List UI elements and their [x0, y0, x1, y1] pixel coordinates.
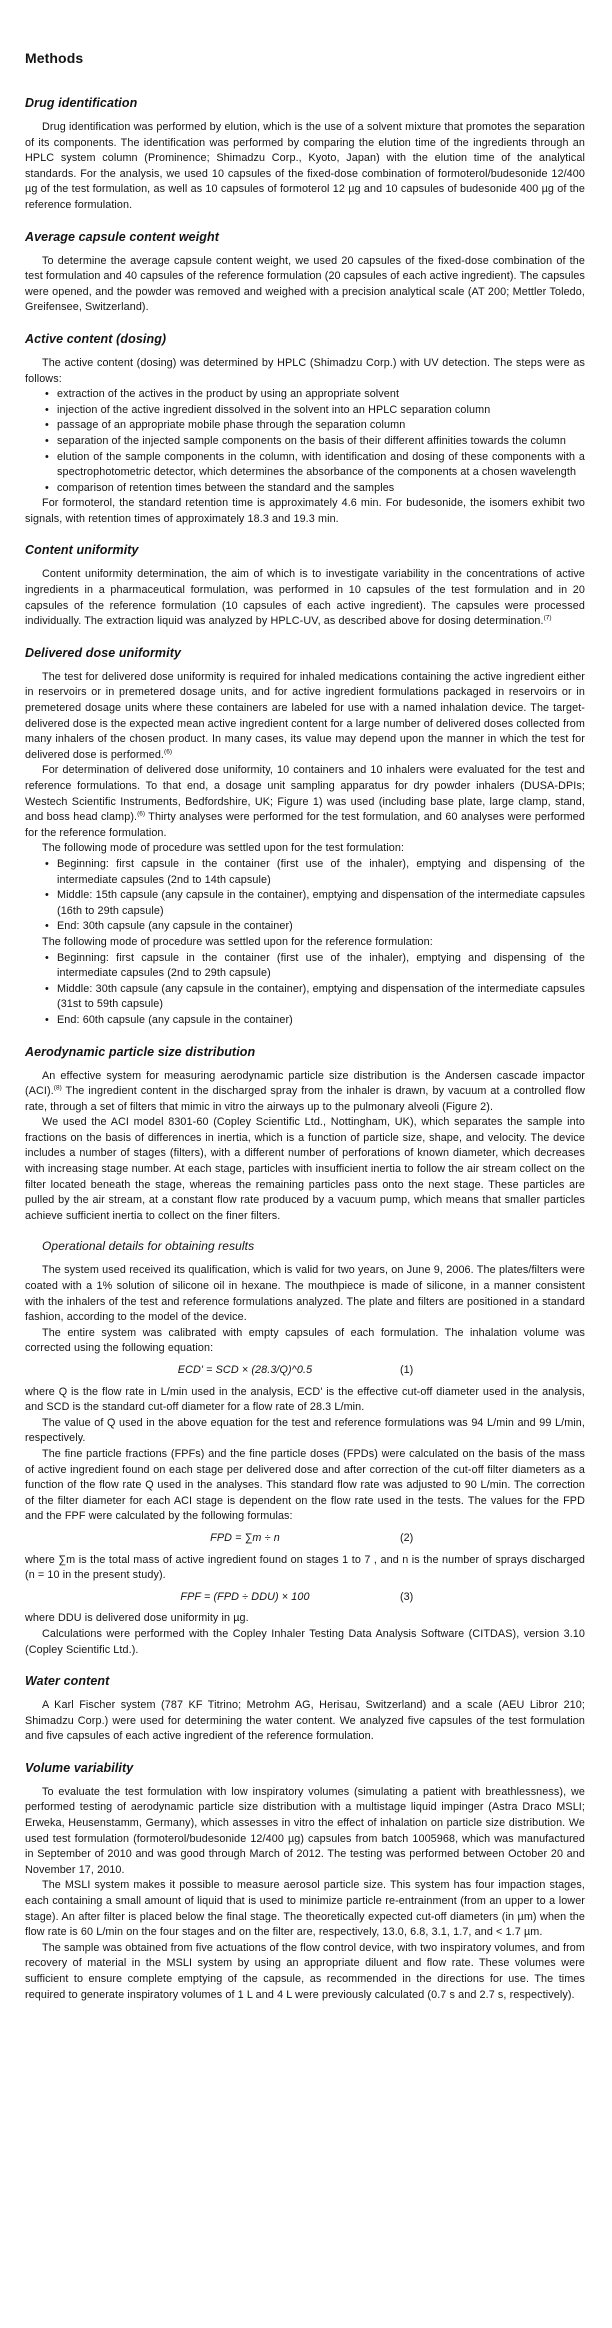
- bullet-icon: •: [45, 920, 49, 933]
- paragraph: where ∑m is the total mass of active ingredient found on stages 1 to 7 , and n is the number of sprays discharged (n = 10 in the present study).: [25, 1553, 585, 1582]
- list-item-text: extraction of the actives in the product by using an appropriate solvent: [57, 388, 400, 401]
- equation-number: (2): [400, 1531, 414, 1544]
- document-section: [25, 1045, 585, 1659]
- equation: [25, 1531, 465, 1547]
- subsection-heading: Operational details for obtaining results: [42, 1239, 255, 1254]
- list-item: [47, 919, 585, 935]
- bullet-icon: •: [45, 388, 49, 401]
- list-item: [47, 857, 585, 888]
- list-item-text: Beginning: first capsule in the container (first use of the inhaler), emptying and dispensing of the intermediate capsules (2nd to 14th capsule): [57, 857, 585, 886]
- list-item-text: Middle: 30th capsule (any capsule in the container), emptying and dispensation of the intermediate capsules (31st to 59th capsule): [57, 982, 585, 1011]
- paragraph: For determination of delivered dose uniformity, 10 containers and 10 inhalers were evaluated for the test and reference formulations. To that end, a dosage unit sampling apparatus for dry powder inhalers (DUSA-DPIs; Westech Scientific Instruments, Bedfordshire, UK; Figure 1) was used (including base plate, large clamp, stand, and boss head clamp).$^{(6)}$ Thirty analyses were performed for the test formulation, and 60 analyses were performed for the reference formulation.: [25, 764, 585, 839]
- list-item-text: End: 30th capsule (any capsule in the container): [57, 920, 293, 933]
- document-section: [25, 1761, 585, 2003]
- paragraph: We used the ACI model 8301-60 (Copley Scientific Ltd., Nottingham, UK), which separates the sample into fractions on the basis of differences in inertia, which is a function of particle size, shape, and velocity. The device includes a number of stages (filters), with a different number of perforations of known diameter, which decreases with increasing stage number. At each stage, particles with insufficient inertia to follow the air stream collect on the filter located beneath the stage, whereas the remaining particles pass onto the next stage. These particles are pulled by the air stream, at a constant flow rate produced by a vacuum pump, which means that smaller particles achieve sufficient inertia to collect on the finer filters.: [25, 1116, 585, 1222]
- list-item: [47, 387, 585, 403]
- list-item-text: elution of the sample components in the column, with identification and dosing of these components with a spectrophotometric detector, which determines the absorbance of the components at a chosen wavelength: [57, 450, 585, 479]
- section-heading: Active content (dosing): [25, 331, 167, 346]
- section-heading: Content uniformity: [25, 543, 139, 558]
- list-item-text: End: 60th capsule (any capsule in the container): [57, 1013, 293, 1026]
- document-section: [25, 332, 585, 528]
- equation-formula: FPF = (FPD ÷ DDU) × 100: [180, 1590, 310, 1603]
- bullet-list: [25, 857, 585, 935]
- equation: [25, 1363, 465, 1379]
- bullet-icon: •: [45, 1013, 49, 1026]
- reference-superscript: (8): [53, 1084, 62, 1092]
- paragraph: The following mode of procedure was settled upon for the reference formulation:: [42, 935, 433, 948]
- section-heading: Drug identification: [25, 96, 138, 110]
- bullet-icon: •: [45, 889, 49, 902]
- bullet-icon: •: [45, 403, 49, 416]
- list-item: [47, 1013, 585, 1029]
- section-heading: Average capsule content weight: [25, 229, 220, 244]
- reference-superscript: (6): [164, 748, 172, 756]
- paragraph: The test for delivered dose uniformity is required for inhaled medications containing the active ingredient either in reservoirs or in premetered dosage units, and for active ingredient formulations packaged in reservoirs or in premetered dosage units where these containers are labeled for use with a named inhalation device. The target-delivered dose is the expected mean active ingredient content for a large number of delivered doses collected from many inhalers of the chosen product. In many cases, its value may depend upon the manner in which the test for delivered dose is performed.$^{(6)}$: [25, 670, 585, 761]
- equation-formula: FPD = ∑m ÷ n: [210, 1531, 280, 1544]
- list-item: [47, 481, 585, 497]
- bullet-list: [25, 387, 585, 496]
- paragraph: The following mode of procedure was settled upon for the test formulation:: [42, 842, 405, 855]
- list-item: [47, 450, 585, 481]
- paragraph: The entire system was calibrated with empty capsules of each formulation. The inhalation volume was corrected using the following equation:: [25, 1326, 585, 1355]
- equation-formula: ECD' = SCD × (28.3/Q)^0.5: [177, 1364, 313, 1376]
- paragraph: The sample was obtained from five actuations of the flow control device, with two inspiratory volumes, and from recovery of material in the MSLI system by using an appropriate diluent and flow rate. These volumes were sufficient to ensure complete emptying of the capsule, as recommended in the directions for use. The times required to generate inspiratory volumes of 1 L and 4 L were previously calculated (0.7 s and 2.7 s, respectively).: [25, 1941, 585, 2001]
- list-item-text: Middle: 15th capsule (any capsule in the container), emptying and dispensation of the intermediate capsules (16th to 29th capsule): [57, 889, 585, 917]
- list-item-text: passage of an appropriate mobile phase through the separation column: [57, 419, 406, 432]
- list-item: [47, 951, 585, 982]
- document-section: [25, 96, 585, 214]
- paragraph: An effective system for measuring aerodynamic particle size distribution is the Andersen cascade impactor (ACI).$^{(8)}$ The ingredient content in the discharged spray from the inhaler is drawn, by vacuum at a controlled flow rate, through a set of filters that mimic in vitro the airways up to the pulmonary alveoli (Figure 2).: [25, 1069, 585, 1113]
- document-section: [25, 1674, 585, 1745]
- paragraph: where Q is the flow rate in L/min used in the analysis, ECD' is the effective cut-off diameter used in the analysis, and SCD is the standard cut-off diameter for a flow rate of 28.3 L/min.: [25, 1385, 585, 1414]
- paragraph: The MSLI system makes it possible to measure aerosol particle size. This system has four impaction stages, each containing a small amount of liquid that is used to minimize particle re-entrainment (from an upper to a lower stage). An after filter is placed below the final stage. The theoretically expected cut-off diameters (in µm) when the flow rate is 60 L/min on the four stages and on the filter are, respectively, 13.0, 6.8, 3.1, 1.7, and < 1.7 µm.: [25, 1879, 585, 1939]
- bullet-icon: •: [45, 450, 49, 463]
- paragraph: Content uniformity determination, the aim of which is to investigate variability in the concentrations of active ingredients in a pharmaceutical formulation, was performed in 10 capsules of the test formulation and in 20 capsules of the reference formulation (10 capsules of each active ingredient). The capsules were processed individually. The extraction liquid was analyzed by HPLC-UV, as described above for dosing determination.$^{(7)}$: [25, 568, 585, 628]
- list-item: [47, 403, 585, 419]
- document-body: [25, 96, 585, 2003]
- paragraph: A Karl Fischer system (787 KF Titrino; Metrohm AG, Herisau, Switzerland) and a scale (AEU Libror 210; Shimadzu Corp.) were used for determining the water content. We analyzed five capsules of the test formulation and five capsules of each active ingredient of the reference formulation.: [25, 1699, 585, 1743]
- document-section: [25, 543, 585, 629]
- equation-number: (3): [400, 1590, 414, 1603]
- list-item: [47, 418, 585, 434]
- paragraph: To determine the average capsule content weight, we used 20 capsules of the fixed-dose combination of the test formulation and 40 capsules of the reference formulation (20 capsules of each active ingredient). The capsules were opened, and the powder was removed and weighed with a precision analytical scale (AT 200; Mettler Toledo, Greifensee, Switzerland).: [25, 254, 585, 314]
- reference-superscript: (6): [137, 810, 146, 818]
- document-section: [25, 230, 585, 316]
- list-item: [47, 434, 585, 450]
- bullet-icon: •: [45, 857, 49, 870]
- reference-superscript: (7): [543, 614, 552, 622]
- document-section: [25, 646, 585, 1029]
- paragraph: The active content (dosing) was determined by HPLC (Shimadzu Corp.) with UV detection. The steps were as follows:: [25, 356, 585, 385]
- list-item-text: injection of the active ingredient dissolved in the solvent into an HPLC separation column: [57, 403, 491, 416]
- equation: [25, 1590, 465, 1606]
- list-item-text: Beginning: first capsule in the container (first use of the inhaler), emptying and dispensing of the intermediate capsules (2nd to 29th capsule): [57, 951, 585, 980]
- section-heading: Aerodynamic particle size distribution: [25, 1044, 256, 1059]
- bullet-icon: •: [45, 434, 49, 447]
- paragraph: Drug identification was performed by elution, which is the use of a solvent mixture that promotes the separation of its components. The identification was performed by comparing the elution time of the ingredients through an HPLC system column (Prominence; Shimadzu Corp., Kyoto, Japan) with the elution time of the analytical standards. For the analysis, we used 10 capsules of the fixed-dose combination of formoterol/budesonide 12/400 µg of the test formulation, as well as 10 capsules of formoterol 12 µg and 10 capsules of budesonide 400 µg of the reference formulation.: [25, 121, 585, 211]
- bullet-icon: •: [45, 982, 49, 995]
- section-heading: Volume variability: [25, 1760, 134, 1775]
- paragraph: where DDU is delivered dose uniformity in µg.: [25, 1612, 249, 1625]
- bullet-list: [25, 951, 585, 1029]
- equation-number: (1): [400, 1364, 414, 1376]
- paragraph: Calculations were performed with the Copley Inhaler Testing Data Analysis Software (CITDAS), version 3.10 (Copley Scientific Ltd.).: [25, 1627, 585, 1656]
- bullet-icon: •: [45, 419, 49, 432]
- page-title: Methods: [25, 50, 84, 66]
- paragraph: To evaluate the test formulation with low inspiratory volumes (simulating a patient with breathlessness), we performed testing of aerodynamic particle size distribution with a multistage liquid impinger (Astra Draco MSLI; Erweka, Heusenstamm, Germany), which assesses in vitro the effect of inhalation on particle size distribution. We used test formulation (formoterol/budesonide 12/400 µg) capsules from batch 1005968, which was manufactured in September of 2010 and was good through March of 2012. The testing was performed between October 20 and November 17, 2010.: [25, 1785, 585, 1876]
- list-item: [47, 888, 585, 919]
- list-item-text: separation of the injected sample components on the basis of their different affinities towards the column: [57, 434, 566, 447]
- paragraph: The value of Q used in the above equation for the test and reference formulations was 94 L/min and 99 L/min, respectively.: [25, 1416, 585, 1445]
- paragraph: For formoterol, the standard retention time is approximately 4.6 min. For budesonide, the isomers exhibit two signals, with retention times of approximately 18.3 and 19.3 min.: [25, 497, 585, 525]
- section-heading: Water content: [25, 1674, 110, 1689]
- list-item: [47, 982, 585, 1013]
- section-heading: Delivered dose uniformity: [25, 645, 182, 660]
- list-item-text: comparison of retention times between the standard and the samples: [57, 481, 395, 494]
- paragraph: The fine particle fractions (FPFs) and the fine particle doses (FPDs) were calculated on the basis of the mass of active ingredient found on each stage per delivered dose and after correction of the cut-off filter diameters as a function of the flow rate Q used in the analyses. This standard flow rate was adjusted to 90 L/min. The correction of the filter diameter for each ACI stage is dependent on the flow rate used in the tests. The values for the FPD and the FPF were calculated by the following formulas:: [25, 1447, 585, 1523]
- paragraph: The system used received its qualification, which is valid for two years, on June 9, 2006. The plates/filters were coated with a 1% solution of silicone oil in hexane. The mouthpiece is made of silicone, in a manner consistent with the inhalers of the test and reference formulations analyzed. The plate and filters are positioned in a standard fashion, according to the model of the device.: [25, 1264, 585, 1324]
- bullet-icon: •: [45, 481, 49, 494]
- bullet-icon: •: [45, 951, 49, 964]
